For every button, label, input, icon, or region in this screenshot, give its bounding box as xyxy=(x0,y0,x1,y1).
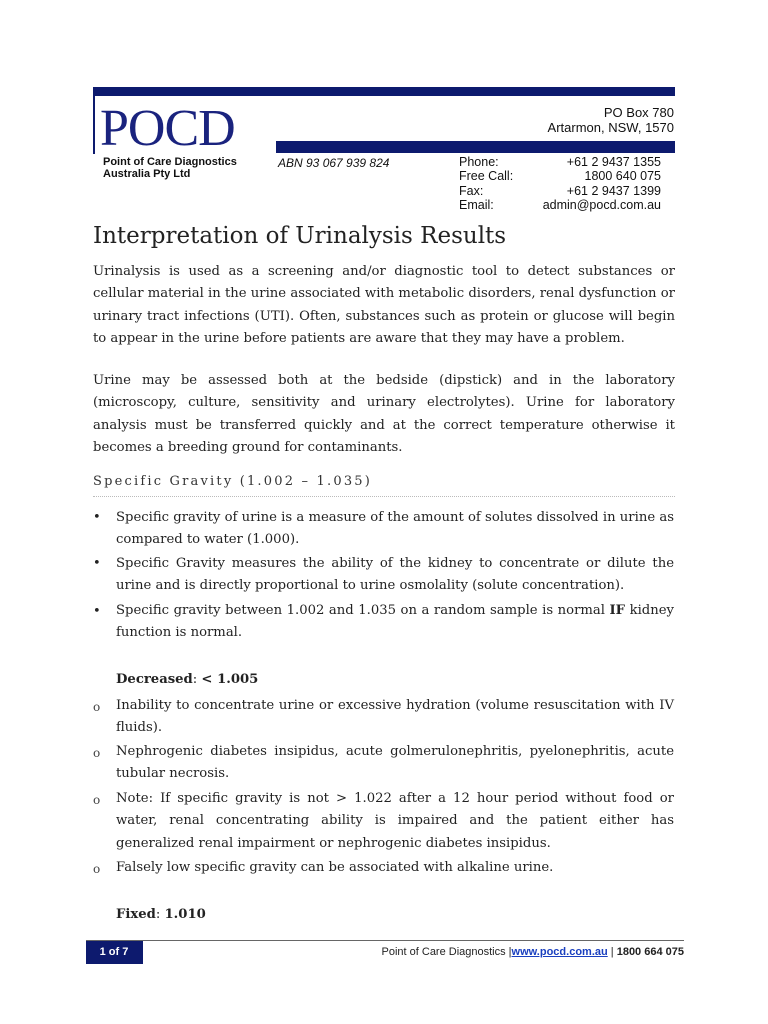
header-left-rule xyxy=(93,96,95,154)
decreased-item-4: Falsely low specific gravity can be associated with alkaline urine. xyxy=(116,860,554,875)
contact-value-phone: +61 2 9437 1355 xyxy=(566,155,661,169)
intro-paragraph-1: Urinalysis is used as a screening and/or diagnostic tool to detect substances or cellular material in the urine associated with metabolic disorders, renal dysfunction or urinary tract infections (UTI). Often, substances such as protein or glucose will begin to appear in the urine before patients are aware that they may have a problem. xyxy=(93,264,675,347)
circle-bullet: o xyxy=(93,862,101,876)
contact-value-fax: +61 2 9437 1399 xyxy=(566,184,661,198)
decreased-heading: Decreased: < 1.005 xyxy=(116,672,259,687)
circle-bullet: o xyxy=(93,746,101,760)
footer-rule xyxy=(86,940,684,941)
circle-bullet: o xyxy=(93,700,101,714)
contact-value-email[interactable]: admin@pocd.com.au xyxy=(542,198,661,212)
section-divider xyxy=(93,496,675,497)
contact-label-fax: Fax: xyxy=(459,184,484,198)
contact-label-phone: Phone: xyxy=(459,155,499,169)
bullet-dot: • xyxy=(93,510,101,525)
company-name xyxy=(103,156,237,180)
company-line-1: Point of Care Diagnostics xyxy=(103,156,237,168)
po-city: Artarmon, NSW, 1570 xyxy=(547,120,674,135)
bullet-text-3-after: kidney function is normal. xyxy=(116,603,674,641)
bullet-text-3 xyxy=(116,600,674,645)
bullet-text-3-before: Specific gravity between 1.002 and 1.035 on a random sample is normal xyxy=(116,603,610,618)
fixed-value: 1.010 xyxy=(164,907,206,922)
fixed-label: Fixed xyxy=(116,907,156,922)
decreased-value: < 1.005 xyxy=(201,672,259,687)
header-mid-bar xyxy=(276,141,675,153)
bullet-dot: • xyxy=(93,556,101,571)
bullet-text-3-bold: IF xyxy=(609,603,626,618)
fixed-heading: Fixed: 1.010 xyxy=(116,907,206,922)
decreased-item-3: Note: If specific gravity is not > 1.022 after a 12 hour period without food or water, renal concentrating ability is impaired and the patient either has generalized renal impairment or nephrogenic diabetes insipidus. xyxy=(116,791,674,851)
header-top-bar xyxy=(93,87,675,96)
bullet-dot: • xyxy=(93,604,101,619)
po-box: PO Box 780 xyxy=(603,105,674,120)
decreased-item-2: Nephrogenic diabetes insipidus, acute golmerulonephritis, pyelonephritis, acute tubular necrosis. xyxy=(116,744,674,782)
pocd-logo: POCD xyxy=(100,100,235,157)
decreased-item-1: Inability to concentrate urine or excessive hydration (volume resuscitation with IV fluids). xyxy=(116,698,674,736)
footer-separator: | xyxy=(610,946,614,958)
section-heading-specific-gravity: Specific Gravity (1.002 – 1.035) xyxy=(93,474,373,489)
decreased-label: Decreased xyxy=(116,672,193,687)
bullet-text-2: Specific Gravity measures the ability of the kidney to concentrate or dilute the urine and is directly proportional to urine osmolality (solute concentration). xyxy=(116,556,674,594)
footer-website-link[interactable]: www.pocd.com.au xyxy=(511,946,608,958)
footer-company: Point of Care Diagnostics | xyxy=(381,946,512,958)
page-title: Interpretation of Urinalysis Results xyxy=(93,223,507,249)
bullet-text-1: Specific gravity of urine is a measure of the amount of solutes dissolved in urine as compared to water (1.000). xyxy=(116,510,674,548)
contact-value-freecall: 1800 640 075 xyxy=(584,169,661,183)
postal-address xyxy=(548,105,674,135)
circle-bullet: o xyxy=(93,793,101,807)
footer-phone: 1800 664 075 xyxy=(616,946,684,958)
contact-label-email: Email: xyxy=(459,198,494,212)
page-number-notch xyxy=(142,941,145,964)
footer-info xyxy=(382,946,684,958)
abn-number: ABN 93 067 939 824 xyxy=(278,156,390,170)
intro-paragraph-2: Urine may be assessed both at the bedside (dipstick) and in the laboratory (microscopy, culture, sensitivity and urinary electrolytes). Urine for laboratory analysis must be transferred quickly and at the correct temperature otherwise it becomes a breeding ground for contaminants. xyxy=(93,373,675,456)
page-number: 1 of 7 xyxy=(86,941,142,964)
contact-label-freecall: Free Call: xyxy=(459,169,514,183)
company-line-2: Australia Pty Ltd xyxy=(103,168,191,180)
